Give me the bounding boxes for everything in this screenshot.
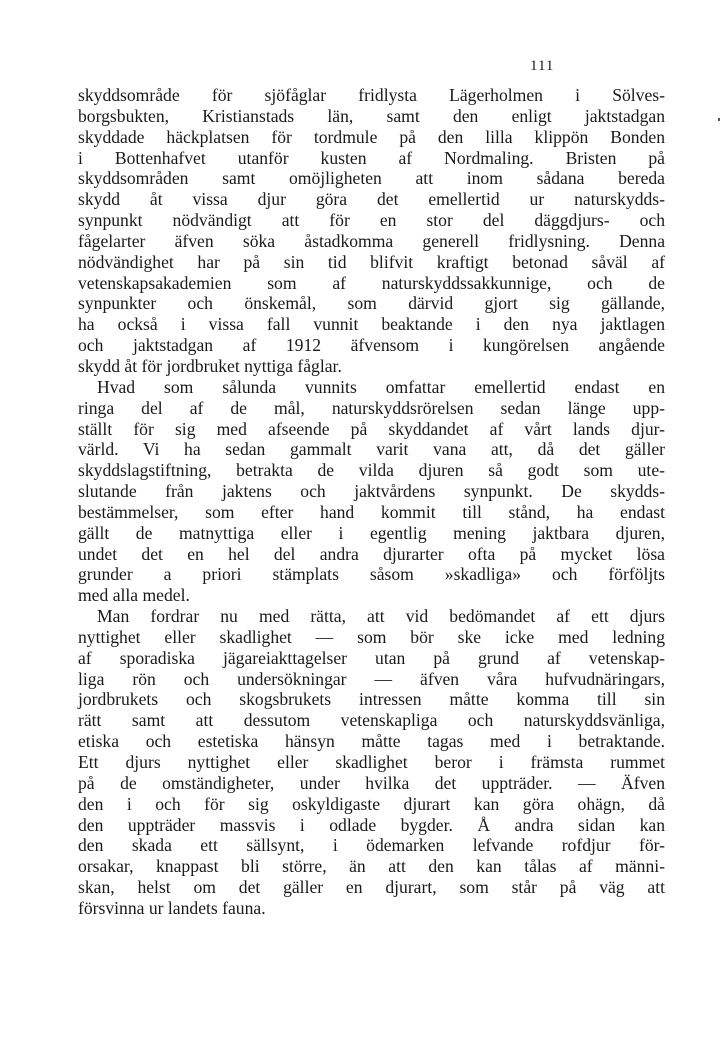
text-line: ställt för sig med afseende på skyddandet af vårt lands djur-	[78, 418, 665, 439]
text-line: ha också i vissa fall vunnit beaktande i den nya jaktlagen	[78, 314, 665, 335]
text-line: synpunkt nödvändigt att för en stor del däggdjurs- och	[78, 210, 665, 231]
paragraph	[78, 377, 665, 606]
text-line: den uppträder massvis i odlade bygder. Å andra sidan kan	[78, 814, 665, 835]
text-line: jordbrukets och skogsbrukets intressen måtte komma till sin	[78, 689, 665, 710]
text-line: i Bottenhafvet utanför kusten af Nordmaling. Bristen på	[78, 147, 665, 168]
text-line: borgsbukten, Kristianstads län, samt den enligt jaktstadgan	[78, 105, 665, 126]
text-line: skyddsområde för sjöfåglar fridlysta Lägerholmen i Sölves-	[78, 85, 665, 105]
text-line: undet det en hel del andra djurarter ofta på mycket lösa	[78, 543, 665, 564]
text-line: Man fordrar nu med rätta, att vid bedömandet af ett djurs	[97, 606, 665, 627]
scan-speck	[718, 118, 720, 121]
text-line: den skada ett sällsynt, i ödemarken lefvande rofdjur för-	[78, 835, 665, 856]
text-line: skyddsområden samt omöjligheten att inom sådana bereda	[78, 168, 665, 189]
text-line: nödvändighet har på sin tid blifvit kraftigt betonad såväl af	[78, 251, 665, 272]
text-line: skyddslagstiftning, betrakta de vilda djuren så godt som ute-	[78, 460, 665, 481]
text-line: af sporadiska jägareiakttagelser utan på grund af vetenskap-	[78, 647, 665, 668]
text-line: vetenskapsakademien som af naturskyddssakkunnige, och de	[78, 272, 665, 293]
text-line: skyddade häckplatsen för tordmule på den lilla klippön Bonden	[78, 126, 665, 147]
paragraph	[78, 606, 665, 919]
text-line: nyttighet eller skadlighet — som bör ske icke med ledning	[78, 626, 665, 647]
text-line: den i och för sig oskyldigaste djurart kan göra ohägn, då	[78, 793, 665, 814]
text-line: bestämmelser, som efter hand kommit till stånd, ha endast	[78, 501, 665, 522]
text-line: på de omständigheter, under hvilka det uppträder. — Äfven	[78, 772, 665, 793]
text-line: gällt de matnyttiga eller i egentlig mening jaktbara djuren,	[78, 522, 665, 543]
text-line: skan, helst om det gäller en djurart, som står på väg att	[78, 877, 665, 898]
text-line: försvinna ur landets fauna.	[78, 897, 266, 918]
paragraph	[78, 85, 665, 377]
text-line: skydd åt vissa djur göra det emellertid ur naturskydds-	[78, 189, 665, 210]
text-line: slutande från jaktens och jaktvårdens synpunkt. De skydds-	[78, 481, 665, 502]
page-number: 111	[530, 58, 555, 74]
text-line: grunder a priori stämplats såsom »skadliga» och förföljts	[78, 564, 665, 585]
text-line: ringa del af de mål, naturskyddsrörelsen sedan länge upp-	[78, 397, 665, 418]
text-line: liga rön och undersökningar — äfven våra hufvudnäringars,	[78, 668, 665, 689]
text-line: Hvad som sålunda vunnits omfattar emellertid endast en	[97, 376, 665, 397]
text-line: synpunkter och önskemål, som därvid gjort sig gällande,	[78, 293, 665, 314]
text-line: orsakar, knappast bli större, än att den kan tålas af männi-	[78, 856, 665, 877]
text-line: värld. Vi ha sedan gammalt varit vana att, då det gäller	[78, 439, 665, 460]
text-line: rätt samt att dessutom vetenskapliga och naturskyddsvänliga,	[78, 710, 665, 731]
text-line: och jaktstadgan af 1912 äfvensom i kungörelsen angående	[78, 335, 665, 356]
text-line: Ett djurs nyttighet eller skadlighet beror i främsta rummet	[78, 752, 665, 772]
text-line: fågelarter äfven söka åstadkomma generell fridlysning. Denna	[78, 230, 665, 251]
text-line: etiska och estetiska hänsyn måtte tagas med i betraktande.	[78, 731, 665, 752]
body-text	[78, 85, 665, 919]
text-line: med alla medel.	[78, 585, 190, 606]
text-line: skydd åt för jordbruket nyttiga fåglar.	[78, 355, 342, 376]
